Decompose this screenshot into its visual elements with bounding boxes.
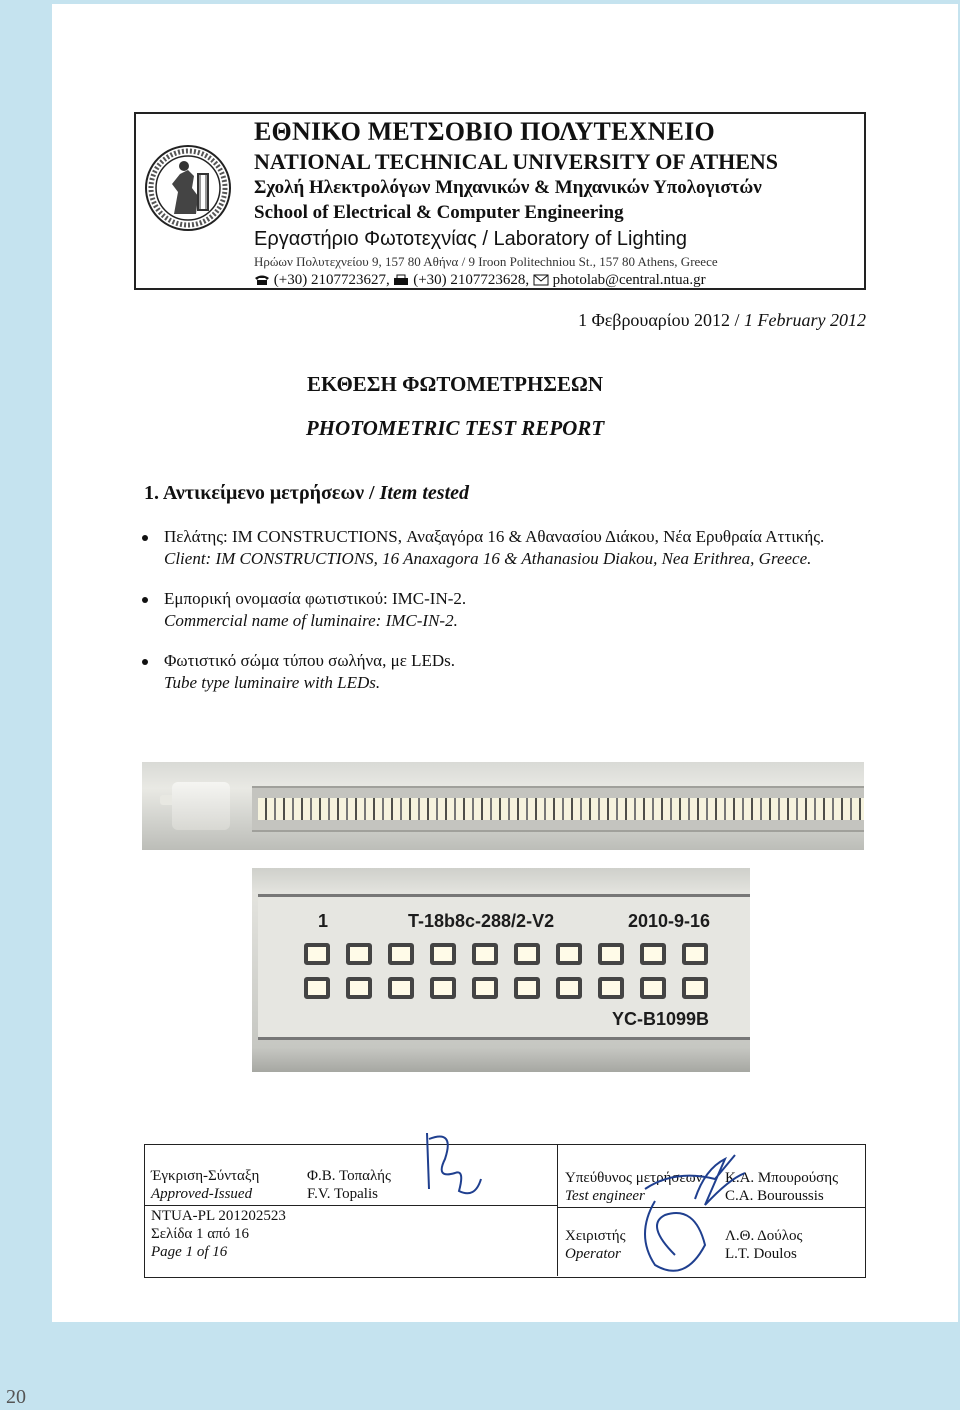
signature-topalis	[415, 1129, 495, 1209]
engineer-label-greek: Υπεύθυνος μετρήσεων	[565, 1170, 703, 1186]
led-chip	[430, 977, 456, 999]
item-list	[138, 526, 868, 713]
board-number: 1	[318, 911, 329, 931]
operator-name-greek: Λ.Θ. Δούλος	[725, 1228, 803, 1244]
table-divider	[145, 1205, 557, 1206]
led-chip	[640, 977, 666, 999]
report-date	[578, 310, 866, 331]
tube-luminaire-photo	[142, 762, 864, 850]
led-chip	[388, 977, 414, 999]
led-chip	[514, 943, 540, 965]
pcb-board	[258, 894, 750, 1040]
report-title-greek-text: ΕΚΘΕΣΗ ΦΩΤΟΜΕΤΡΗΣΕΩΝ	[307, 372, 603, 396]
list-item-commercial-name	[138, 588, 868, 632]
phone-icon	[254, 274, 270, 286]
led-chip	[388, 943, 414, 965]
board-date: 2010-9-16	[628, 911, 711, 931]
section-heading-greek: 1. Αντικείμενο μετρήσεων /	[144, 482, 375, 504]
list-item-luminaire-type	[138, 650, 868, 694]
school-name-english: School of Electrical & Computer Engineering	[254, 201, 624, 223]
luminaire-type-greek: Φωτιστικό σώμα τύπου σωλήνα, με LEDs.	[164, 651, 456, 671]
approver-name-greek: Φ.Β. Τοπαλής	[307, 1168, 391, 1184]
fax-icon	[393, 274, 409, 286]
client-english: Client: IM CONSTRUCTIONS, 16 Anaxagora 16 & Athanasiou Diakou, Nea Erithrea, Greece.	[164, 549, 812, 569]
contact-line	[254, 272, 858, 289]
client-greek: Πελάτης: IM CONSTRUCTIONS, Αναξαγόρα 16 & Αθανασίου Διάκου, Νέα Ερυθραία Αττικής.	[164, 527, 825, 546]
led-chip	[304, 977, 330, 999]
email-address: photolab@central.ntua.gr	[552, 271, 706, 288]
letterhead	[134, 112, 866, 290]
list-item-client	[138, 526, 868, 570]
date-greek: 1 Φεβρουαρίου 2012 /	[578, 310, 740, 330]
approver-name-english: F.V. Topalis	[307, 1186, 378, 1202]
signature-doulos	[625, 1195, 725, 1285]
report-title-greek	[52, 372, 958, 397]
led-chip	[556, 977, 582, 999]
led-chip	[640, 943, 666, 965]
engineer-label-english: Test engineer	[565, 1188, 645, 1204]
tube-led-board	[252, 786, 864, 832]
page-count-greek: Σελίδα 1 από 16	[151, 1226, 249, 1242]
led-board-closeup-photo	[252, 868, 750, 1072]
led-chip	[304, 943, 330, 965]
section-heading-english: Item tested	[379, 482, 470, 504]
led-chip	[514, 977, 540, 999]
operator-name-english: L.T. Doulos	[725, 1246, 797, 1262]
led-chip	[556, 943, 582, 965]
university-seal-icon	[144, 144, 232, 232]
led-chip	[472, 943, 498, 965]
engineer-name-english: C.A. Bouroussis	[725, 1188, 824, 1204]
document-id: NTUA-PL 201202523	[151, 1208, 286, 1224]
commercial-name-english: Commercial name of luminaire: IMC-IN-2.	[164, 611, 458, 631]
led-chip	[346, 943, 372, 965]
page-number: 20	[6, 1386, 26, 1408]
fax-number: (+30) 2107723628,	[413, 271, 530, 288]
address: Ηρώων Πολυτεχνείου 9, 157 80 Αθήνα / 9 Iroon Politechniou St., 157 80 Athens, Greece	[254, 253, 718, 269]
led-chip	[682, 977, 708, 999]
laboratory-name: Εργαστήριο Φωτοτεχνίας / Laboratory of Lighting	[254, 227, 687, 250]
university-name-greek: ΕΘΝΙΚΟ ΜΕΤΣΟΒΙΟ ΠΟΛΥΤΕΧΝΕΙΟ	[254, 117, 715, 146]
school-name-greek: Σχολή Ηλεκτρολόγων Μηχανικών & Μηχανικών Υπολογιστών	[254, 176, 762, 198]
luminaire-type-english: Tube type luminaire with LEDs.	[164, 673, 381, 693]
report-title-english	[52, 416, 958, 441]
engineer-name-greek: Κ.Α. Μπουρούσης	[725, 1170, 839, 1186]
approved-label-english: Approved-Issued	[151, 1186, 253, 1202]
board-code: YC-B1099B	[612, 1009, 710, 1029]
led-chip	[598, 977, 624, 999]
university-name-english: NATIONAL TECHNICAL UNIVERSITY OF ATHENS	[254, 148, 779, 174]
operator-label-greek: Χειριστής	[565, 1228, 626, 1244]
led-chip	[430, 943, 456, 965]
signature-table	[144, 1144, 866, 1278]
email-icon	[533, 274, 549, 286]
commercial-name-greek: Εμπορική ονομασία φωτιστικού: IMC-IN-2.	[164, 589, 467, 609]
tube-end-cap	[172, 782, 230, 830]
tube-led-row	[258, 798, 864, 820]
phone-number: (+30) 2107723627,	[273, 271, 390, 288]
board-model: T-18b8c-288/2-V2	[408, 911, 555, 931]
table-divider	[557, 1145, 558, 1276]
led-chip	[682, 943, 708, 965]
report-title-english-text: PHOTOMETRIC TEST REPORT	[305, 416, 605, 440]
approved-label-greek: Έγκριση-Σύνταξη	[151, 1168, 260, 1184]
date-english: 1 February 2012	[744, 310, 866, 330]
led-chip	[598, 943, 624, 965]
operator-label-english: Operator	[565, 1246, 621, 1262]
section-heading	[144, 482, 469, 505]
report-page	[52, 4, 958, 1322]
led-chip	[472, 977, 498, 999]
led-chip	[346, 977, 372, 999]
page-count-english: Page 1 of 16	[151, 1244, 228, 1260]
